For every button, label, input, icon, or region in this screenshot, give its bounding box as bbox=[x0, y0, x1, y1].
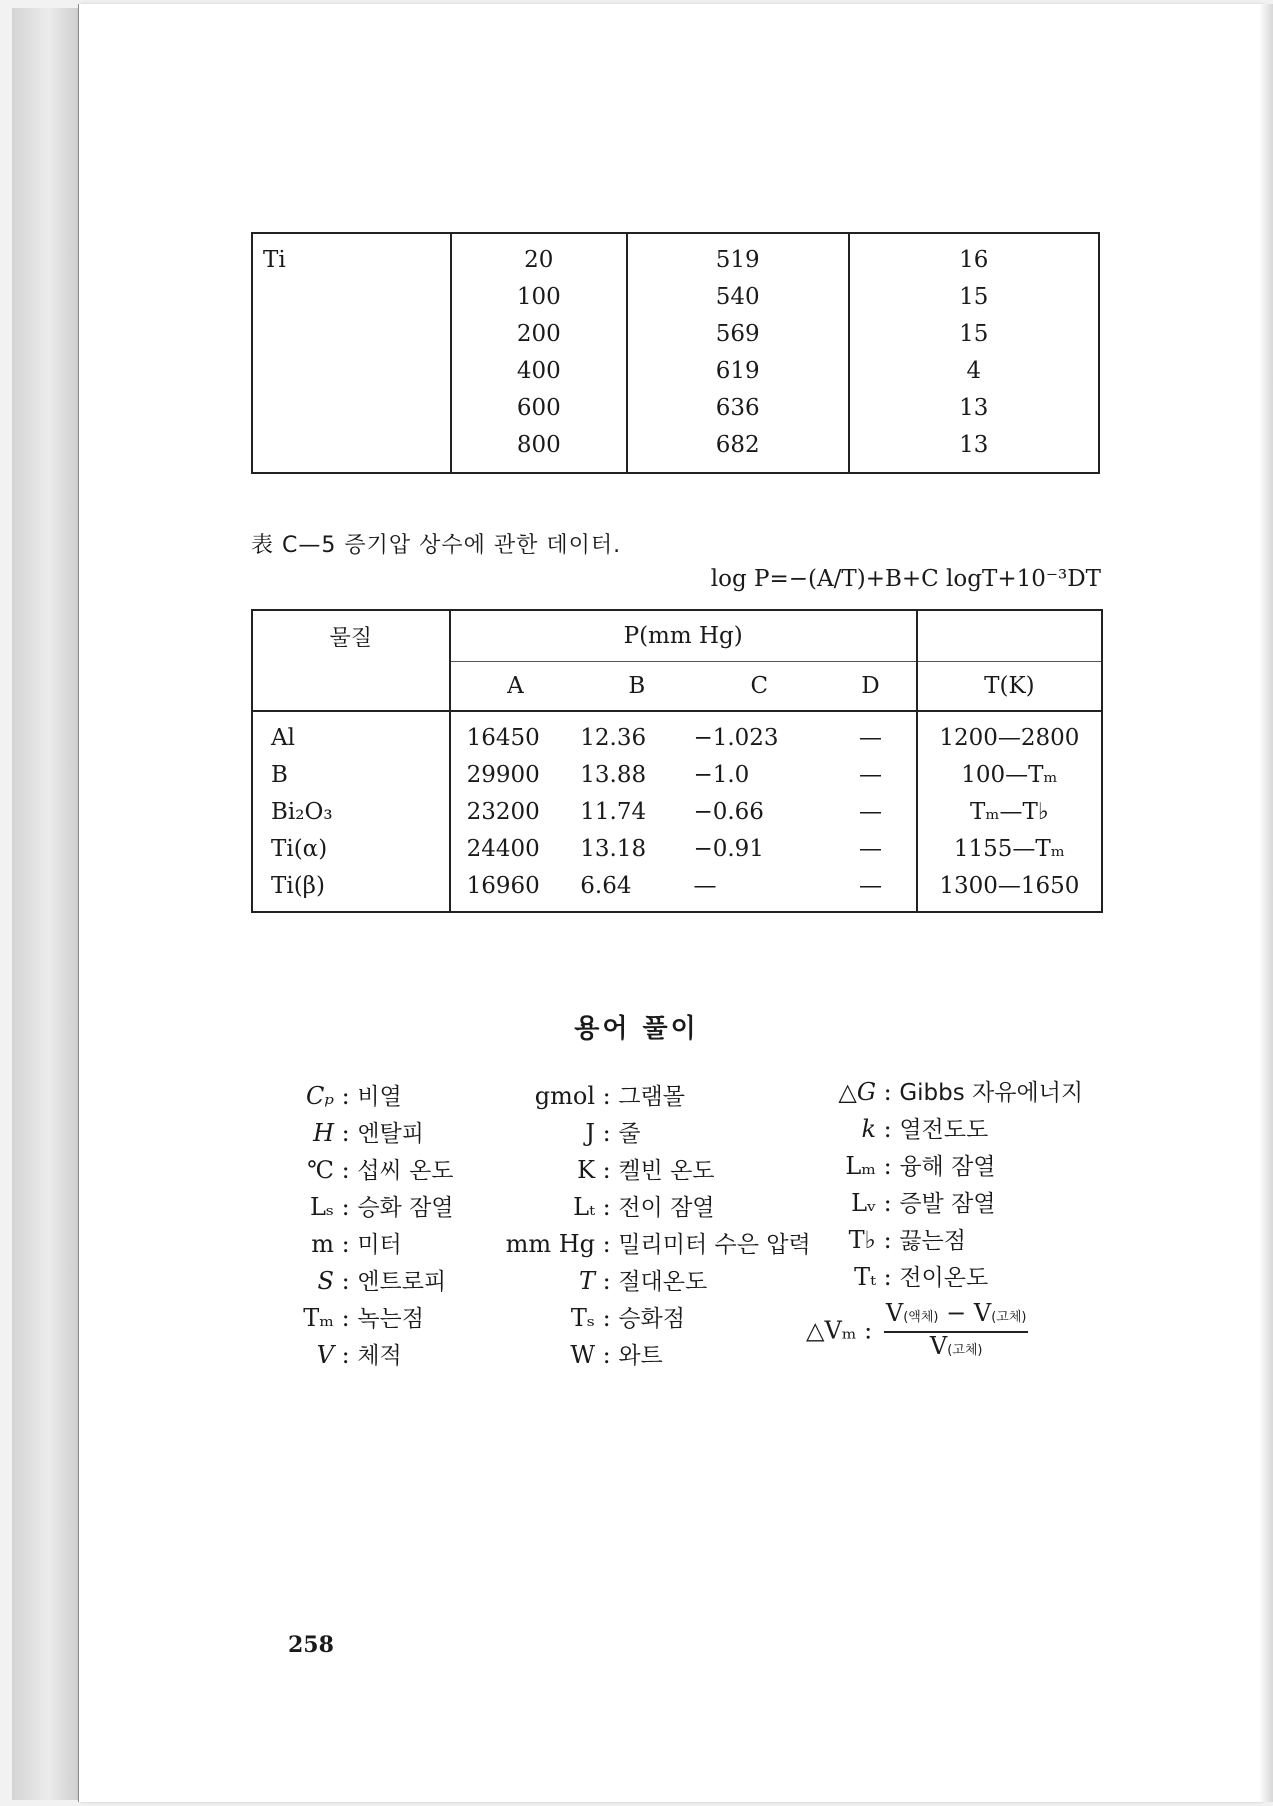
ti-col3 bbox=[849, 233, 1099, 473]
t-column bbox=[917, 711, 1102, 912]
table-cell: — bbox=[858, 873, 882, 899]
table-cell: 4 bbox=[966, 358, 982, 384]
glossary-definition: 전이 잠열 bbox=[618, 1195, 715, 1221]
glossary-definition: 줄 bbox=[618, 1121, 641, 1147]
glossary-symbol: V bbox=[316, 1341, 334, 1369]
glossary-item: K : 켈빈 온도 bbox=[495, 1152, 811, 1189]
table-cell: 29900 bbox=[466, 762, 540, 788]
glossary-definition: 승화점 bbox=[618, 1306, 685, 1332]
table-cell: 682 bbox=[715, 432, 760, 458]
glossary-symbol: Lᵥ bbox=[851, 1189, 876, 1217]
table-caption: 表 C—5 증기압 상수에 관한 데이터. bbox=[251, 533, 622, 558]
vapor-pressure-table bbox=[251, 609, 1103, 913]
glossary-definition: 미터 bbox=[357, 1232, 402, 1258]
table-cell: 23200 bbox=[466, 799, 540, 825]
glossary-definition: 열전도도 bbox=[899, 1117, 989, 1143]
table-cell: 15 bbox=[959, 321, 989, 347]
glossary-symbol: mm Hg bbox=[505, 1230, 595, 1258]
header-t: T(K) bbox=[917, 662, 1102, 712]
table-cell: 1155—Tₘ bbox=[953, 836, 1065, 862]
book-spine bbox=[12, 8, 80, 1800]
table-cell: 569 bbox=[715, 321, 760, 347]
table-cell: 100—Tₘ bbox=[961, 762, 1058, 788]
table-cell: 13.18 bbox=[580, 836, 647, 862]
table-cell: 20 bbox=[524, 247, 554, 273]
glossary-symbol: Cₚ bbox=[306, 1082, 334, 1110]
table-cell: 16 bbox=[959, 247, 989, 273]
table-cell: 636 bbox=[715, 395, 760, 421]
table-cell: −1.023 bbox=[693, 725, 779, 751]
glossary-definition: 엔트로피 bbox=[357, 1269, 447, 1295]
glossary-item: J : 줄 bbox=[495, 1115, 811, 1152]
glossary-symbol: △Vₘ bbox=[806, 1316, 857, 1345]
glossary-item: W : 와트 bbox=[495, 1337, 811, 1374]
glossary-item: V : 체적 bbox=[298, 1337, 454, 1374]
glossary-item: Tₜ : 전이온도 bbox=[826, 1259, 1083, 1296]
glossary-item: Tₛ : 승화점 bbox=[495, 1300, 811, 1337]
glossary-item: mm Hg : 밀리미터 수은 압력 bbox=[495, 1226, 811, 1263]
header-b: B bbox=[580, 662, 693, 712]
glossary-item: T♭ : 끓는점 bbox=[826, 1222, 1083, 1259]
table-cell: — bbox=[858, 725, 882, 751]
glossary-symbol: H bbox=[313, 1119, 334, 1147]
glossary-item: S : 엔트로피 bbox=[298, 1263, 454, 1300]
glossary-definition: 비열 bbox=[357, 1084, 402, 1110]
numerator-v-solid: V bbox=[973, 1299, 992, 1327]
glossary-symbol: m bbox=[311, 1230, 334, 1258]
glossary-symbol: Lₛ bbox=[309, 1193, 334, 1221]
table-cell: 800 bbox=[516, 432, 561, 458]
numerator-sub-liquid: (액체) bbox=[903, 1310, 939, 1325]
header-material: 물질 bbox=[252, 610, 450, 711]
glossary-item: gmol : 그램몰 bbox=[495, 1078, 811, 1115]
glossary-definition: 켈빈 온도 bbox=[618, 1158, 715, 1184]
table-cell: 13.88 bbox=[580, 762, 647, 788]
table-cell: 540 bbox=[715, 284, 760, 310]
glossary-symbol: ℃ bbox=[307, 1156, 334, 1184]
glossary-symbol: T bbox=[578, 1267, 595, 1295]
glossary-symbol: Lₘ bbox=[845, 1152, 876, 1180]
glossary-symbol: S bbox=[317, 1267, 334, 1295]
table-cell: Ti(α) bbox=[271, 836, 328, 862]
page-edge bbox=[1259, 4, 1273, 1802]
denominator-v: V bbox=[929, 1332, 948, 1360]
table-cell: 519 bbox=[715, 247, 760, 273]
table-cell: 1200—2800 bbox=[939, 725, 1080, 751]
table-cell: Tₘ—T♭ bbox=[970, 799, 1049, 825]
glossary-item: H : 엔탈피 bbox=[298, 1115, 454, 1152]
table-cell: Ti(β) bbox=[271, 873, 325, 899]
glossary-definition: 체적 bbox=[357, 1343, 402, 1369]
ti-label: Ti bbox=[263, 247, 286, 273]
table-cell: 15 bbox=[959, 284, 989, 310]
glossary-symbol: W bbox=[570, 1341, 595, 1369]
denominator-sub: (고체) bbox=[947, 1343, 983, 1358]
glossary-symbol: T♭ bbox=[848, 1226, 876, 1254]
glossary-symbol: Tₜ bbox=[854, 1263, 876, 1291]
glossary-item: T : 절대온도 bbox=[495, 1263, 811, 1300]
glossary-symbol: k bbox=[861, 1115, 876, 1143]
glossary-item: Lₘ : 융해 잠열 bbox=[826, 1148, 1083, 1185]
table-cell: −1.0 bbox=[693, 762, 750, 788]
ti-col2 bbox=[627, 233, 849, 473]
table-cell: B bbox=[271, 762, 288, 788]
glossary-column-1 bbox=[298, 1078, 454, 1374]
glossary-definition: 와트 bbox=[618, 1343, 663, 1369]
glossary-item: Lᵥ : 증발 잠열 bbox=[826, 1185, 1083, 1222]
b-column bbox=[580, 711, 693, 912]
fraction-denominator bbox=[884, 1333, 1029, 1364]
glossary-item: Tₘ : 녹는점 bbox=[298, 1300, 454, 1337]
header-pressure: P(mm Hg) bbox=[450, 610, 917, 662]
table-cell: −0.91 bbox=[693, 836, 764, 862]
fraction-numerator bbox=[884, 1300, 1029, 1333]
glossary-symbol: K bbox=[577, 1156, 595, 1184]
glossary-definition: 승화 잠열 bbox=[357, 1195, 454, 1221]
ti-table bbox=[251, 232, 1100, 474]
glossary-definition: 끓는점 bbox=[899, 1228, 966, 1254]
table-cell: 600 bbox=[516, 395, 561, 421]
glossary-definition: 전이온도 bbox=[899, 1265, 989, 1291]
header-c: C bbox=[693, 662, 825, 712]
table-cell: 12.36 bbox=[580, 725, 647, 751]
glossary-item: k : 열전도도 bbox=[826, 1111, 1083, 1148]
glossary-definition: 엔탈피 bbox=[357, 1121, 424, 1147]
volume-change-fraction bbox=[884, 1300, 1029, 1364]
table-cell: 24400 bbox=[466, 836, 540, 862]
glossary-definition: 융해 잠열 bbox=[899, 1154, 996, 1180]
table-cell: — bbox=[858, 799, 882, 825]
table-cell: 200 bbox=[516, 321, 561, 347]
table-cell: — bbox=[858, 762, 882, 788]
table-cell: 16960 bbox=[466, 873, 540, 899]
table-cell: 100 bbox=[516, 284, 561, 310]
header-a: A bbox=[450, 662, 581, 712]
glossary-item: m : 미터 bbox=[298, 1226, 454, 1263]
table-cell: — bbox=[858, 836, 882, 862]
c-column bbox=[693, 711, 825, 912]
material-column bbox=[252, 711, 450, 912]
a-column bbox=[450, 711, 581, 912]
glossary-symbol: Tₘ bbox=[303, 1304, 334, 1332]
table-cell: −0.66 bbox=[693, 799, 764, 825]
table-cell: 6.64 bbox=[580, 873, 632, 899]
d-column bbox=[825, 711, 917, 912]
header-blank bbox=[917, 610, 1102, 662]
glossary-item: Lₛ : 승화 잠열 bbox=[298, 1189, 454, 1226]
minus-sign: − bbox=[946, 1299, 967, 1327]
glossary-item-dvm: △Vₘ : $\frac{\text{V(액체) − V(고체)}}{\text{V(고체)}}$ bbox=[806, 1300, 1083, 1360]
table-cell: Al bbox=[271, 725, 295, 751]
table-cell: Bi₂O₃ bbox=[271, 799, 333, 825]
table-cell: — bbox=[693, 873, 717, 899]
page-number: 258 bbox=[288, 1632, 334, 1658]
glossary-symbol: J bbox=[585, 1119, 595, 1147]
header-d: D bbox=[825, 662, 917, 712]
numerator-sub-solid: (고체) bbox=[991, 1310, 1027, 1325]
glossary-item: △G : Gibbs 자유에너지 bbox=[826, 1074, 1083, 1111]
glossary-item: Cₚ : 비열 bbox=[298, 1078, 454, 1115]
glossary-definition: 그램몰 bbox=[618, 1084, 685, 1110]
glossary-definition: 섭씨 온도 bbox=[357, 1158, 454, 1184]
table-cell: 400 bbox=[516, 358, 561, 384]
glossary-definition: Gibbs 자유에너지 bbox=[899, 1080, 1084, 1106]
glossary-symbol: gmol bbox=[534, 1082, 595, 1110]
glossary-definition: 증발 잠열 bbox=[899, 1191, 996, 1217]
glossary-definition: 절대온도 bbox=[618, 1269, 708, 1295]
table-cell: 1300—1650 bbox=[939, 873, 1080, 899]
glossary-item: ℃ : 섭씨 온도 bbox=[298, 1152, 454, 1189]
glossary-symbol: Tₛ bbox=[570, 1304, 595, 1332]
glossary-definition: 녹는점 bbox=[357, 1306, 424, 1332]
ti-material-cell bbox=[252, 233, 451, 473]
glossary-symbol: Lₜ bbox=[573, 1193, 595, 1221]
glossary-symbol: △G bbox=[838, 1078, 876, 1106]
table-cell: 11.74 bbox=[580, 799, 647, 825]
glossary-item: Lₜ : 전이 잠열 bbox=[495, 1189, 811, 1226]
ti-col1 bbox=[451, 233, 627, 473]
table-cell: 13 bbox=[959, 432, 989, 458]
glossary-definition: 밀리미터 수은 압력 bbox=[618, 1232, 811, 1258]
table-cell: 619 bbox=[715, 358, 760, 384]
glossary-title: 용어 풀이 bbox=[574, 1014, 699, 1044]
glossary-column-3 bbox=[806, 1074, 1084, 1360]
table-cell: 13 bbox=[959, 395, 989, 421]
table-cell: 16450 bbox=[466, 725, 540, 751]
glossary-column-2 bbox=[495, 1078, 811, 1374]
numerator-v-liquid: V bbox=[885, 1299, 904, 1327]
vapor-pressure-formula: log P=−(A/T)+B+C logT+10⁻³DT bbox=[710, 566, 1101, 592]
